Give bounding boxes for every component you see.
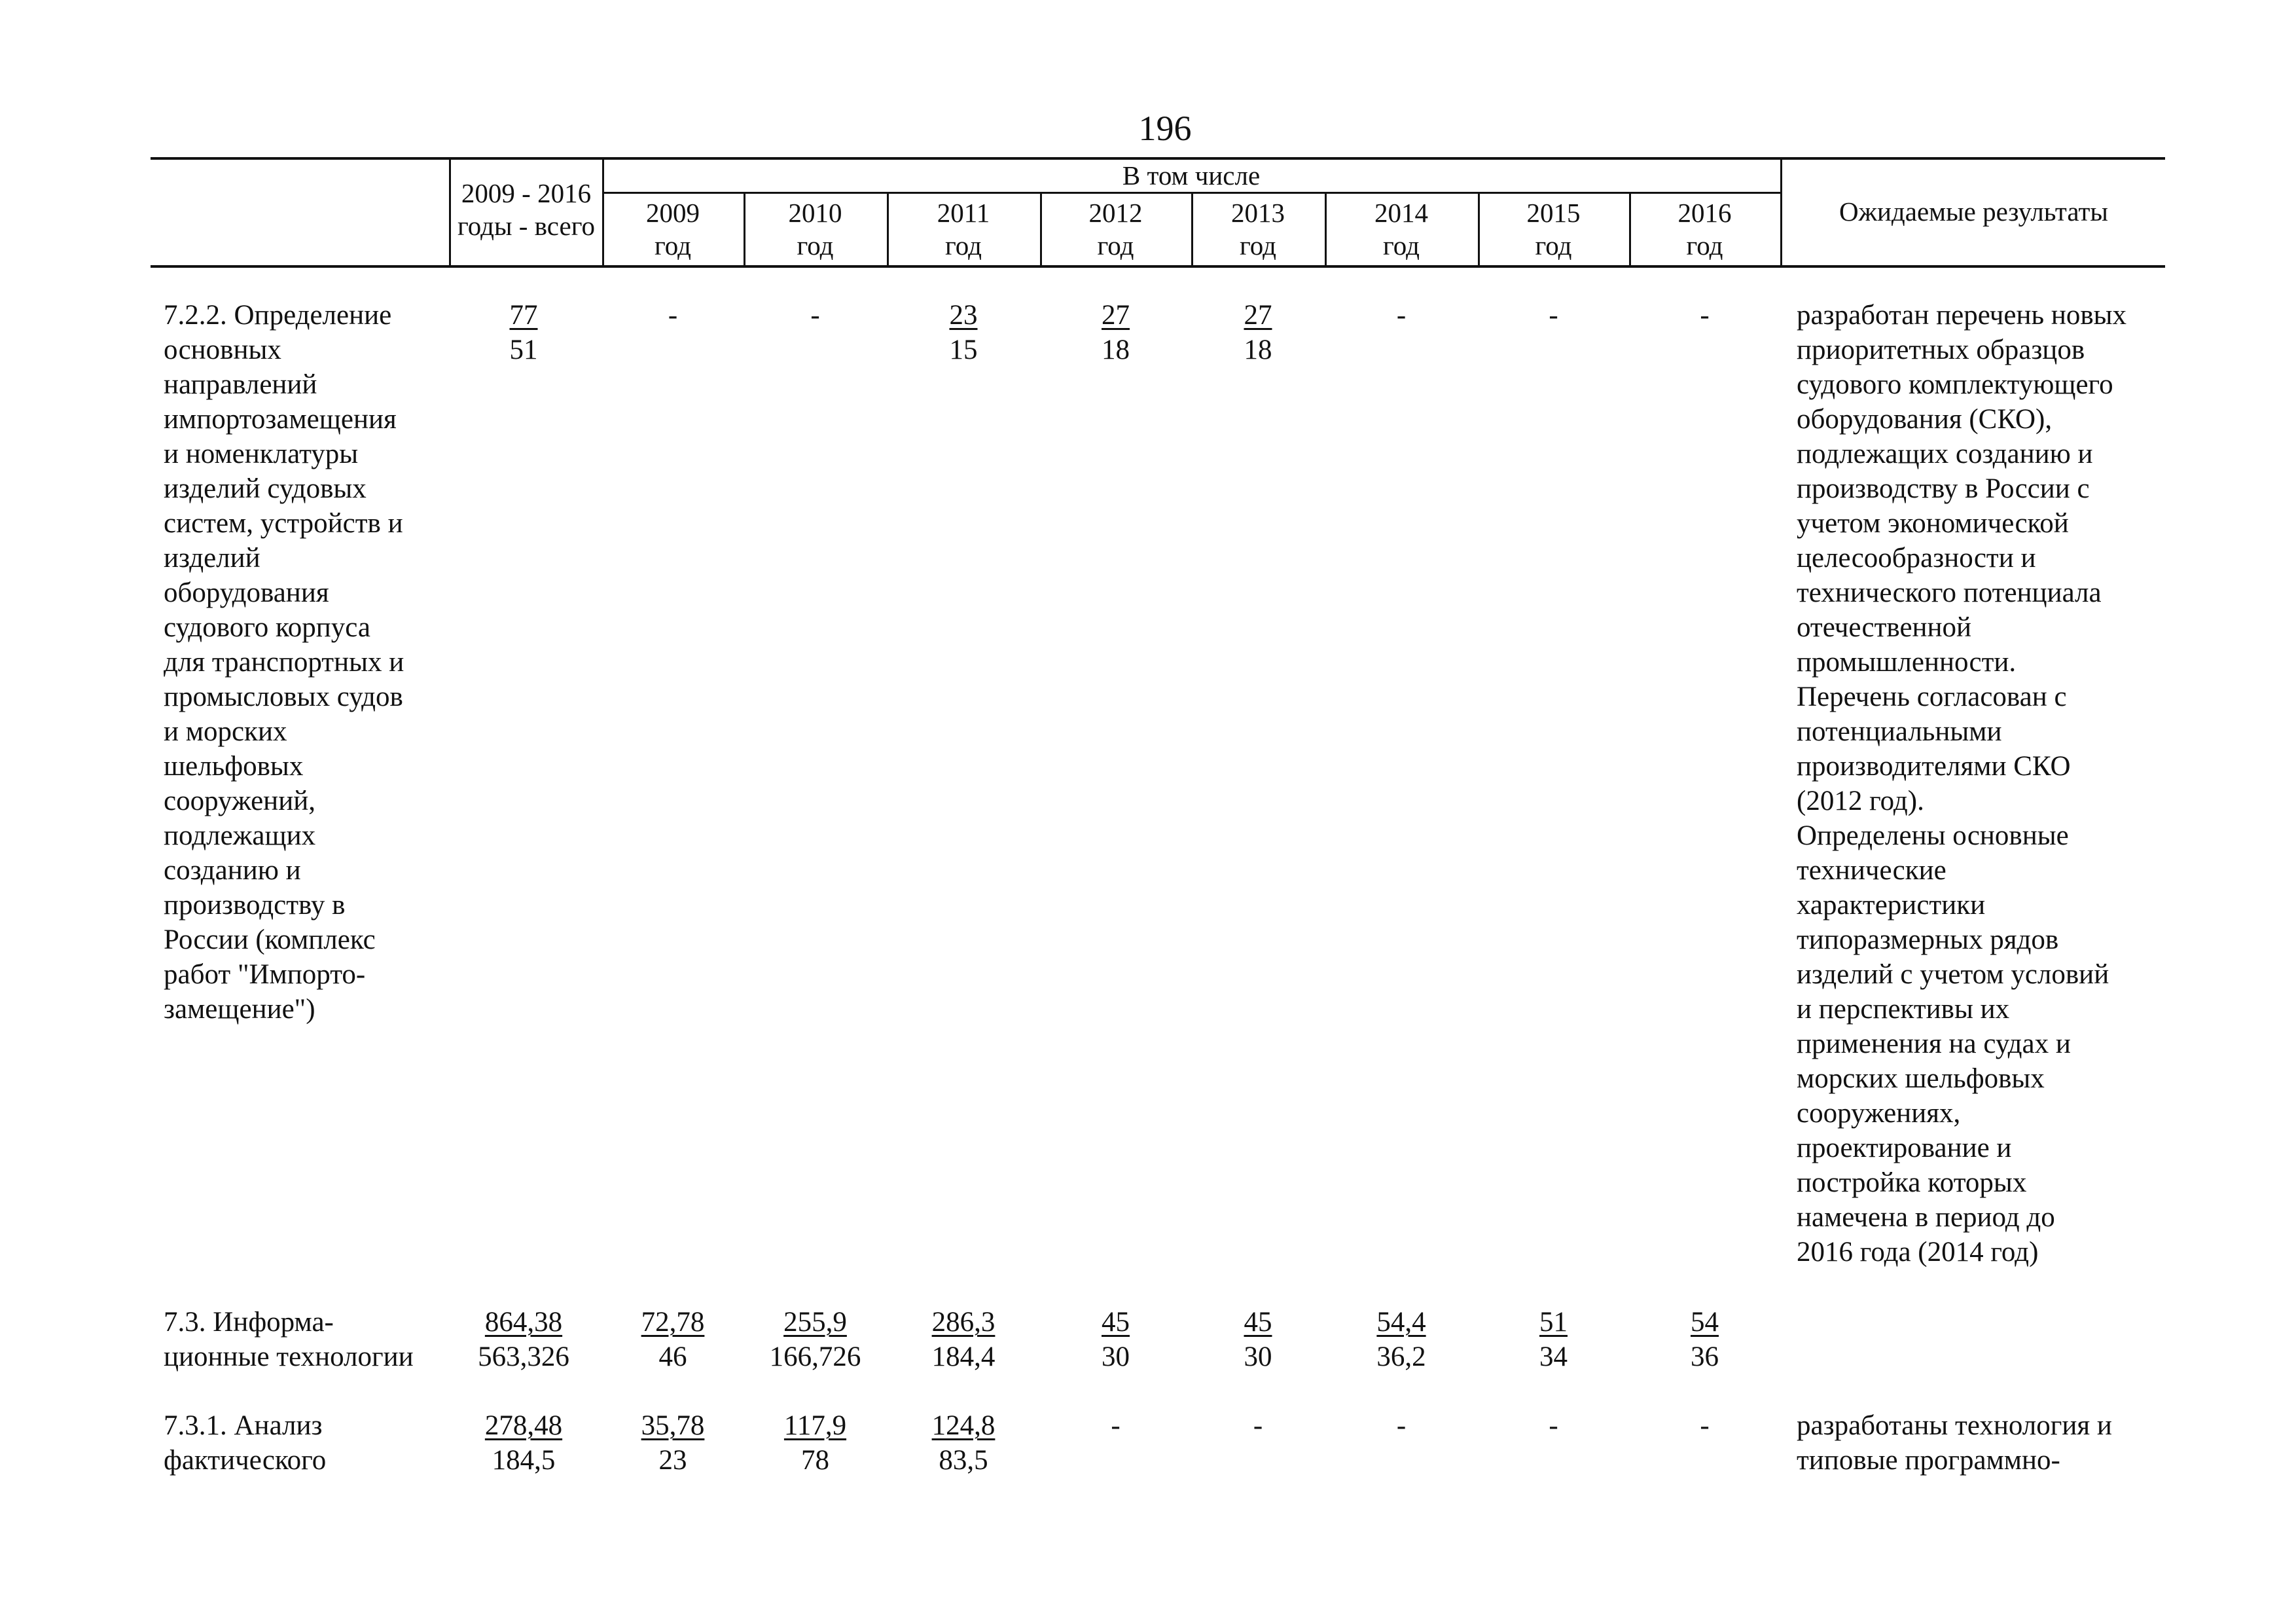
group-header: В том числе — [1122, 160, 1261, 191]
federal-value: 30 — [1102, 1341, 1130, 1372]
federal-value: 184,4 — [931, 1341, 996, 1372]
year-header-unit: год — [797, 230, 834, 261]
year-value-2012 — [1040, 1408, 1191, 1443]
year-header-2010 — [744, 196, 887, 262]
year-header-2009 — [602, 196, 744, 262]
total-column-header-line1: 2009 - 2016 — [461, 178, 592, 208]
year-value-2009 — [602, 1408, 744, 1478]
year-value-2010 — [744, 1305, 887, 1374]
planned-value: - — [668, 300, 678, 331]
total-planned-value: 77 — [509, 300, 538, 331]
year-header-year: 2009 — [646, 198, 700, 228]
year-value-2015 — [1478, 1305, 1629, 1374]
year-value-2011 — [887, 1408, 1040, 1478]
planned-value: 27 — [1102, 300, 1130, 331]
year-header-unit: год — [655, 230, 691, 261]
year-value-2012 — [1040, 298, 1191, 367]
total-federal-value: 184,5 — [492, 1445, 556, 1476]
planned-value: 45 — [1244, 1307, 1272, 1338]
federal-value: 46 — [658, 1341, 687, 1372]
row-name: 7.2.2. Определение основных направлений импортозамещения и номенклатуры изделий судовых систем, устройств и изделий оборудования судового корпуса для транспортных и промысловых судов и морских шельфовых сооружений, подлежащих созданию и производству в России (комплекс работ "Импорто- замещение") — [164, 300, 404, 1025]
year-value-2011 — [887, 298, 1040, 367]
year-header-unit: год — [1097, 230, 1134, 261]
page-number: 196 — [1138, 109, 1192, 148]
row-name: 7.3.1. Анализ фактического — [164, 1410, 327, 1476]
planned-value: - — [1549, 300, 1558, 331]
year-header-year: 2014 — [1374, 198, 1428, 228]
year-value-2016 — [1629, 1408, 1780, 1443]
header-bottom-rule — [151, 265, 2165, 268]
year-header-year: 2015 — [1526, 198, 1581, 228]
federal-value: 78 — [801, 1445, 829, 1476]
year-value-2014 — [1325, 1305, 1478, 1374]
row-result: разработаны технология и типовые программно- — [1797, 1410, 2112, 1476]
planned-value: 35,78 — [641, 1410, 705, 1441]
total-planned-value: 278,48 — [484, 1410, 563, 1441]
planned-value: - — [1396, 1410, 1407, 1441]
planned-value: 27 — [1244, 300, 1272, 331]
year-header-unit: год — [945, 230, 982, 261]
planned-value: 54 — [1691, 1307, 1719, 1338]
planned-value: 117,9 — [783, 1410, 847, 1441]
year-header-2014 — [1325, 196, 1478, 262]
planned-value: 45 — [1102, 1307, 1130, 1338]
federal-value: 18 — [1102, 335, 1130, 365]
year-header-2011 — [887, 196, 1040, 262]
year-value-2010 — [744, 1408, 887, 1478]
planned-value: 51 — [1539, 1307, 1568, 1338]
year-header-unit: год — [1686, 230, 1723, 261]
year-header-2016 — [1629, 196, 1780, 262]
federal-value: 18 — [1244, 335, 1272, 365]
year-value-2012 — [1040, 1305, 1191, 1374]
year-header-year: 2016 — [1677, 198, 1732, 228]
federal-value: 36 — [1691, 1341, 1719, 1372]
year-value-2014 — [1325, 298, 1478, 333]
planned-value: - — [1549, 1410, 1558, 1441]
year-value-2015 — [1478, 1408, 1629, 1443]
year-header-2012 — [1040, 196, 1191, 262]
row-name: 7.3. Информа- ционные технологии — [164, 1307, 414, 1372]
planned-value: - — [1700, 300, 1710, 331]
year-header-2015 — [1478, 196, 1629, 262]
planned-value: 255,9 — [783, 1307, 847, 1338]
federal-value: 15 — [949, 335, 978, 365]
row-total — [458, 1305, 589, 1374]
planned-value: 124,8 — [931, 1410, 996, 1441]
row-total — [458, 298, 589, 367]
year-value-2014 — [1325, 1408, 1478, 1443]
year-value-2013 — [1191, 1408, 1325, 1443]
year-value-2010 — [744, 298, 887, 333]
federal-value: 34 — [1539, 1341, 1568, 1372]
federal-value: 166,726 — [769, 1341, 861, 1372]
year-header-year: 2013 — [1231, 198, 1285, 228]
planned-value: 72,78 — [641, 1307, 705, 1338]
year-value-2013 — [1191, 1305, 1325, 1374]
year-value-2009 — [602, 1305, 744, 1374]
year-header-year: 2012 — [1088, 198, 1143, 228]
results-header: Ожидаемые результаты — [1839, 196, 2108, 227]
total-column-header — [450, 177, 602, 242]
federal-value: 36,2 — [1376, 1341, 1426, 1372]
year-value-2009 — [602, 298, 744, 333]
planned-value: 54,4 — [1376, 1307, 1426, 1338]
total-column-header-line2: годы - всего — [457, 211, 595, 241]
year-value-2016 — [1629, 298, 1780, 333]
planned-value: - — [810, 300, 820, 331]
planned-value: - — [1253, 1410, 1263, 1441]
year-header-unit: год — [1383, 230, 1420, 261]
total-federal-value: 51 — [509, 335, 538, 365]
row-result: разработан перечень новых приоритетных образцов судового комплектующего оборудования (СКО), подлежащих созданию и производству в России с учетом экономической целесообразности и технического потенциала отечественной промышленности. Перечень согласован с потенциальными производителями СКО (2012 год). Определены основные технические характеристики типоразмерных рядов изделий с учетом условий и перспективы их применения на судах и морских шельфовых сооружениях, проектирование и постройка которых намечена в период до 2016 года (2014 год) — [1797, 300, 2127, 1267]
federal-value: 83,5 — [939, 1445, 988, 1476]
planned-value: 23 — [949, 300, 978, 331]
year-header-2013 — [1191, 196, 1325, 262]
year-header-year: 2011 — [937, 198, 990, 228]
year-value-2013 — [1191, 298, 1325, 367]
total-federal-value: 563,326 — [478, 1341, 569, 1372]
year-header-year: 2010 — [788, 198, 842, 228]
total-planned-value: 864,38 — [484, 1307, 563, 1338]
year-header-unit: год — [1240, 230, 1276, 261]
planned-value: - — [1396, 300, 1407, 331]
year-value-2015 — [1478, 298, 1629, 333]
year-header-unit: год — [1535, 230, 1572, 261]
federal-value: 23 — [658, 1445, 687, 1476]
year-value-2011 — [887, 1305, 1040, 1374]
planned-value: - — [1700, 1410, 1710, 1441]
year-value-2016 — [1629, 1305, 1780, 1374]
federal-value: 30 — [1244, 1341, 1272, 1372]
planned-value: 286,3 — [931, 1307, 996, 1338]
row-total — [458, 1408, 589, 1478]
planned-value: - — [1111, 1410, 1121, 1441]
